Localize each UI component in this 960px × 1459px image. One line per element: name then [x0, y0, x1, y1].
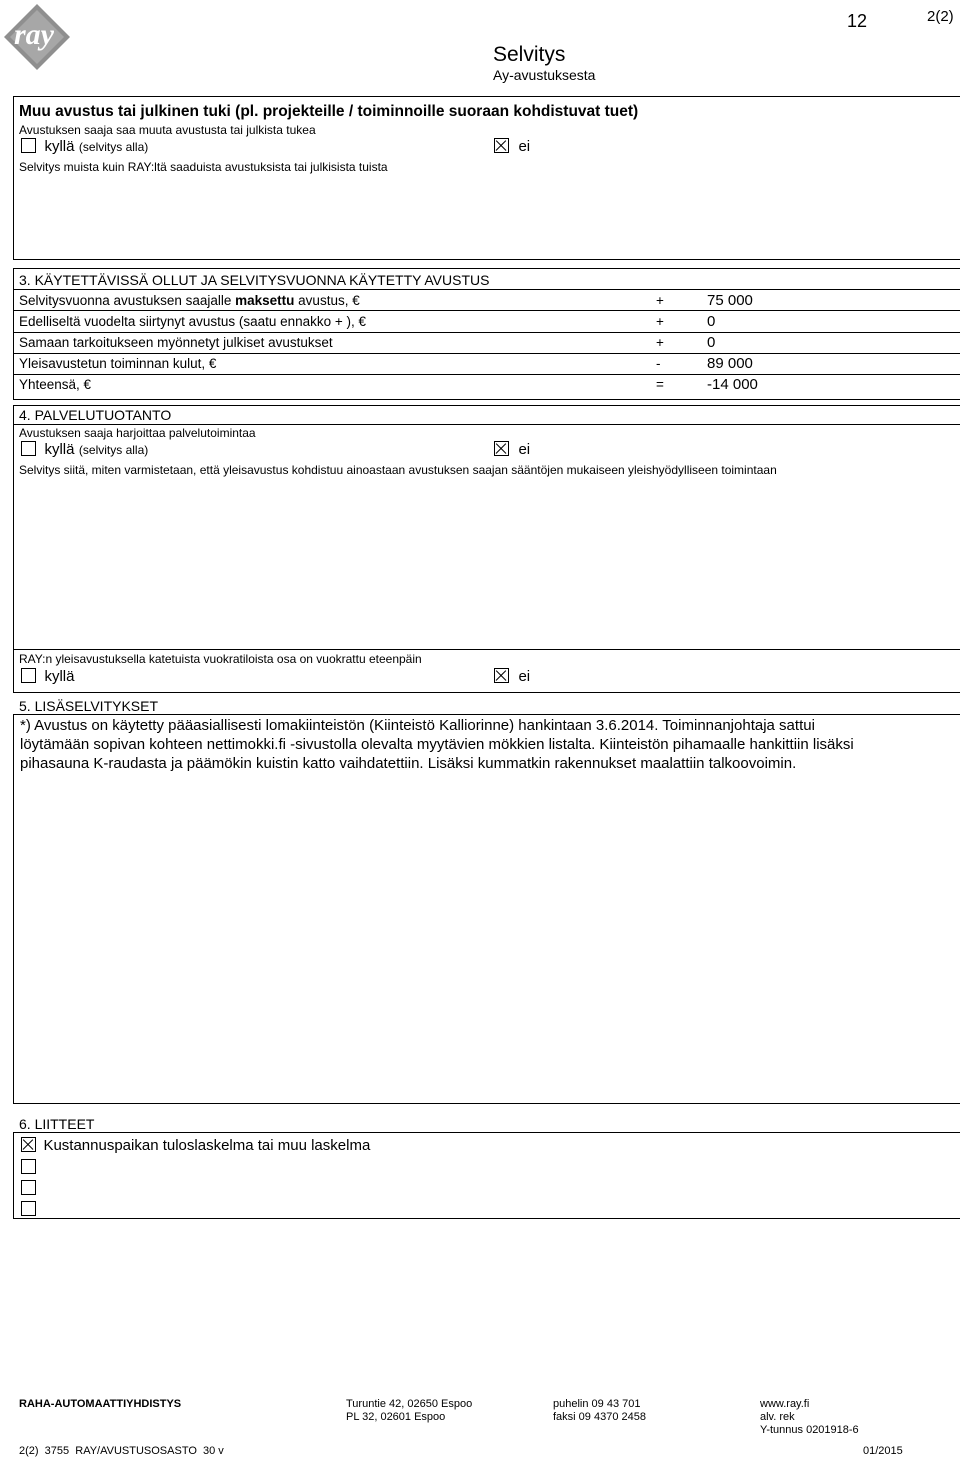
section5-line: löytämään sopivan kohteen nettimokki.fi -sivustolla olevalta myytävien mökkien listalta. Kiinteistön pihamaalle hankittiin lisäksi	[20, 736, 854, 753]
rent-yes-checkbox[interactable]	[21, 668, 36, 683]
section3-title: 3. KÄYTETTÄVISSÄ OLLUT JA SELVITYSVUONNA KÄYTETTY AVUSTUS	[19, 272, 490, 288]
rent-no-label: ei	[518, 668, 531, 685]
section3-row-value[interactable]: 0	[707, 334, 716, 351]
section3-row-label-tail: avustus, €	[294, 293, 360, 308]
section3-row-label: Yleisavustetun toiminnan kulut, €	[19, 356, 217, 371]
section3-rule	[13, 374, 960, 375]
section4-yes-option[interactable]	[21, 441, 148, 459]
footer-web[interactable]: www.ray.fi	[760, 1398, 810, 1410]
attachment-item[interactable]	[21, 1201, 36, 1219]
other-aid-no-label: ei	[518, 138, 531, 155]
section3-rule	[13, 310, 960, 311]
other-aid-yes-label: kyllä	[44, 138, 75, 155]
footer-fax: faksi 09 4370 2458	[553, 1411, 646, 1423]
attachment-checkbox[interactable]	[21, 1180, 36, 1195]
section5-line: *) Avustus on käytetty pääasiallisesti lomakiinteistön (Kiinteistö Kalliorinne) hankintaan 3.6.2014. Toiminnanjohtaja sattui	[20, 717, 815, 734]
section3-total-label: Yhteensä, €	[19, 377, 92, 392]
section3-rule	[13, 289, 960, 290]
section4-rule	[13, 424, 960, 425]
section4-yes-checkbox[interactable]	[21, 441, 36, 456]
rent-no-option[interactable]	[494, 668, 530, 686]
section5-textarea[interactable]	[13, 714, 960, 1104]
other-aid-explanation-label: Selvitys muista kuin RAY:ltä saaduista avustuksista tai julkisista tuista	[19, 160, 388, 174]
rent-question: RAY:n yleisavustuksella katetuista vuokratiloista osa on vuokrattu eteenpäin	[19, 652, 422, 666]
section4-title: 4. PALVELUTUOTANTO	[19, 407, 172, 423]
attachment-checkbox[interactable]	[21, 1201, 36, 1216]
section6-title: 6. LIITTEET	[19, 1116, 95, 1132]
section3-row-value[interactable]: 89 000	[707, 355, 753, 372]
section4-no-label: ei	[518, 441, 531, 458]
section3-row-value[interactable]: 0	[707, 313, 716, 330]
rent-no-checkbox[interactable]	[494, 668, 509, 683]
section3-row-sign: +	[656, 293, 664, 308]
section4-rule	[13, 649, 960, 650]
other-aid-title: Muu avustus tai julkinen tuki (pl. projekteille / toiminnoille suoraan kohdistuvat tuet)	[19, 103, 639, 120]
other-aid-no-option[interactable]	[494, 138, 530, 156]
other-aid-yes-note: (selvitys alla)	[78, 140, 149, 154]
section4-question: Avustuksen saaja harjoittaa palvelutoimintaa	[19, 426, 256, 440]
section3-row-sign: -	[656, 356, 661, 371]
section3-row-label-bold: maksettu	[235, 293, 295, 308]
page-title: Selvitys	[493, 43, 566, 66]
section4-yes-label: kyllä	[44, 441, 75, 458]
section3-total-value[interactable]: -14 000	[707, 376, 758, 393]
ray-logo-text: ray	[14, 18, 54, 51]
section3-total-sign: =	[656, 377, 664, 392]
rent-yes-option[interactable]	[21, 668, 74, 686]
section3-row	[19, 293, 360, 308]
footer-date: 01/2015	[863, 1445, 903, 1457]
section3-row-label: Edelliseltä vuodelta siirtynyt avustus (saatu ennakko + ), €	[19, 314, 367, 329]
section3-row-label: Samaan tarkoitukseen myönnetyt julkiset avustukset	[19, 335, 333, 350]
section3-row-value[interactable]: 75 000	[707, 292, 753, 309]
footer-address2: PL 32, 02601 Espoo	[346, 1411, 446, 1423]
attachment-item[interactable]	[21, 1180, 36, 1198]
section4-no-checkbox[interactable]	[494, 441, 509, 456]
section4-yes-note: (selvitys alla)	[78, 443, 149, 457]
footer-phone: puhelin 09 43 701	[553, 1398, 641, 1410]
footer-address1: Turuntie 42, 02650 Espoo	[346, 1398, 473, 1410]
ray-logo	[0, 0, 74, 74]
footer-ytunnus: Y-tunnus 0201918-6	[760, 1424, 859, 1436]
rent-yes-label: kyllä	[44, 668, 75, 685]
section5-title: 5. LISÄSELVITYKSET	[19, 698, 159, 714]
attachment-label: Kustannuspaikan tuloslaskelma tai muu laskelma	[43, 1137, 371, 1154]
page-subtitle: Ay-avustuksesta	[493, 67, 596, 83]
section4-explanation-label: Selvitys siitä, miten varmistetaan, että yleisavustus kohdistuu ainoastaan avustuksen saajan sääntöjen mukaiseen yleishyödylliseen toimintaan	[19, 463, 777, 477]
section4-no-option[interactable]	[494, 441, 530, 459]
other-aid-yes-checkbox[interactable]	[21, 138, 36, 153]
page-number: 12	[847, 11, 868, 31]
page-count: 2(2)	[927, 8, 954, 25]
footer-reg: alv. rek	[760, 1411, 795, 1423]
section3-rule	[13, 353, 960, 354]
section3-row-sign: +	[656, 335, 664, 350]
section3-row-sign: +	[656, 314, 664, 329]
footer-form-code: 2(2) 3755 RAY/AVUSTUSOSASTO 30 v	[19, 1445, 224, 1457]
attachment-item[interactable]	[21, 1159, 36, 1177]
other-aid-yes-option[interactable]	[21, 138, 148, 156]
section5-line: pihasauna K-raudasta ja päämökin kuistin katto vaihdatettiin. Lisäksi kummatkin rakennukset maalattiin talkoovoimin.	[20, 755, 797, 772]
section3-row-label: Selvitysvuonna avustuksen saajalle	[19, 293, 236, 308]
footer-org: RAHA-AUTOMAATTIYHDISTYS	[19, 1398, 182, 1410]
section3-rule	[13, 332, 960, 333]
attachment-item[interactable]	[21, 1137, 370, 1155]
other-aid-no-checkbox[interactable]	[494, 138, 509, 153]
attachment-checkbox[interactable]	[21, 1137, 36, 1152]
other-aid-question: Avustuksen saaja saa muuta avustusta tai julkista tukea	[19, 123, 316, 137]
attachment-checkbox[interactable]	[21, 1159, 36, 1174]
